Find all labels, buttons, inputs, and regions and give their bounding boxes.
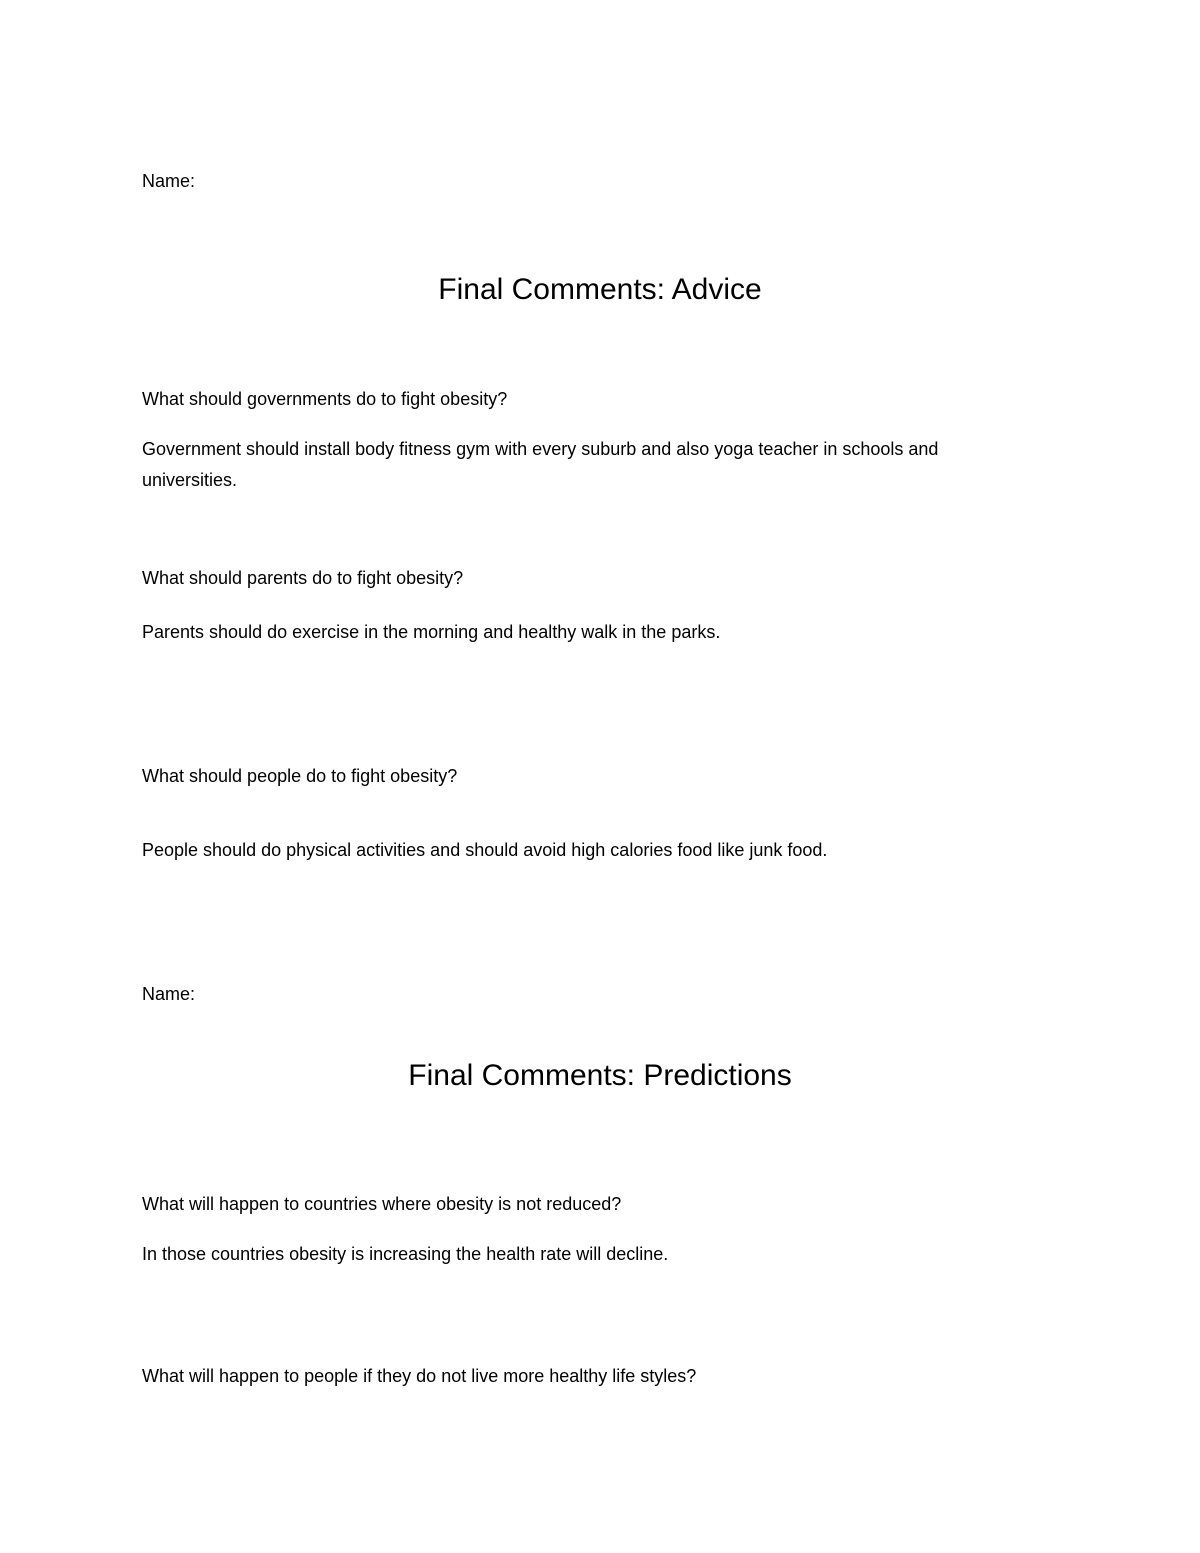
answer-governments: Government should install body fitness gym with every suburb and also yoga teacher in schools and universities. bbox=[142, 439, 939, 490]
answer-people: People should do physical activities and should avoid high calories food like junk food. bbox=[142, 840, 828, 860]
question-people: What should people do to fight obesity? bbox=[142, 766, 458, 786]
question-parents: What should parents do to fight obesity? bbox=[142, 568, 464, 588]
question-countries: What will happen to countries where obesity is not reduced? bbox=[142, 1194, 622, 1214]
answer-countries: In those countries obesity is increasing the health rate will decline. bbox=[142, 1244, 669, 1264]
question-governments: What should governments do to fight obesity? bbox=[142, 389, 508, 409]
answer-parents: Parents should do exercise in the morning and healthy walk in the parks. bbox=[142, 622, 721, 642]
name-label: Name: bbox=[142, 171, 196, 191]
question-lifestyles: What will happen to people if they do not live more healthy life styles? bbox=[142, 1366, 697, 1386]
name-label: Name: bbox=[142, 984, 196, 1004]
section-title-advice: Final Comments: Advice bbox=[438, 273, 762, 306]
section-title-predictions: Final Comments: Predictions bbox=[408, 1059, 792, 1092]
